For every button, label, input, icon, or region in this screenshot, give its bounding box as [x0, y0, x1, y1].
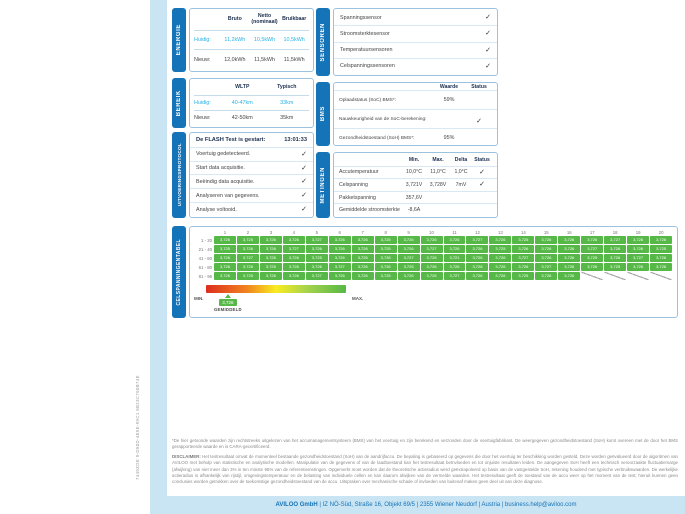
bereik-col-wltp: WLTP — [235, 84, 250, 91]
cell-empty — [627, 272, 649, 280]
cell-col-header: 19 — [635, 230, 641, 235]
cell-voltage: 3,726 — [512, 245, 534, 253]
cell-voltage: 3,726 — [398, 245, 420, 253]
average-label: GEMIDDELD — [214, 307, 242, 312]
cell-voltage: 3,727 — [329, 263, 351, 271]
cell-voltage: 3,725 — [375, 245, 397, 253]
cell-voltage: 3,726 — [329, 272, 351, 280]
cell-col-header: 12 — [475, 230, 480, 235]
energie-col-bruto: Bruto — [227, 16, 242, 23]
cell-voltage: 3,726 — [535, 236, 557, 244]
cell-voltage: 3,726 — [375, 263, 397, 271]
cell-voltage: 3,726 — [489, 263, 511, 271]
energie-nieuw-bruikbaar: 11,5kWh — [283, 56, 305, 63]
cell-col-header: 15 — [543, 230, 549, 235]
bereik-header-row — [194, 81, 309, 96]
bereik-section — [172, 78, 314, 128]
check-icon: ✓ — [479, 168, 485, 176]
metingen-label: Celspanning — [339, 181, 368, 188]
cell-voltage: 3,726 — [466, 272, 488, 280]
cell-voltage: 3,725 — [512, 272, 534, 280]
cell-col-header: 1 — [223, 230, 227, 235]
cell-empty — [650, 272, 672, 280]
cell-voltage: 3,726 — [283, 263, 305, 271]
metingen-col-delta: Delta — [454, 156, 468, 163]
energie-tab-label: ENERGIE — [176, 24, 182, 56]
cell-voltage: 3,726 — [466, 254, 488, 262]
cell-col-header: 6 — [338, 230, 341, 235]
cell-col-header: 16 — [566, 230, 572, 235]
step-label: Analyseren van gegevens. — [196, 192, 260, 199]
side-accent-strip — [150, 0, 167, 514]
step-label: Start data acquisitie. — [196, 165, 245, 172]
cell-empty — [581, 272, 603, 280]
cell-voltage: 3,726 — [489, 254, 511, 262]
metingen-max: 3,728V — [429, 181, 447, 188]
bereik-tab — [172, 78, 186, 128]
legend-min-label: MIN. — [194, 296, 204, 301]
cell-voltage: 3,727 — [466, 236, 488, 244]
row-label: Huidig: — [194, 37, 211, 43]
cell-voltage: 3,726 — [421, 263, 443, 271]
cell-voltage: 3,726 — [306, 245, 328, 253]
check-icon: ✓ — [485, 62, 491, 70]
bms-tab-label: BMS — [320, 106, 326, 122]
bereik-col-typisch: Typisch — [277, 84, 297, 91]
check-icon: ✓ — [485, 46, 491, 54]
cell-voltage: 3,726 — [444, 263, 466, 271]
cell-voltage: 3,726 — [398, 272, 420, 280]
sensor-row — [334, 26, 497, 42]
cell-grid-row — [194, 263, 673, 271]
cell-voltage: 3,726 — [581, 236, 603, 244]
cell-voltage: 3,725 — [398, 263, 420, 271]
footer-address: | IZ NÖ-Süd, Straße 16, Objekt 69/5 | 2355 Wiener Neudorf | Austria | business.help@aviloo.com — [317, 502, 577, 508]
cell-voltage: 3,727 — [444, 272, 466, 280]
cell-voltage: 3,726 — [237, 263, 259, 271]
bms-row — [334, 129, 497, 146]
cell-voltage-grid — [194, 230, 673, 281]
cell-row-label: 41 - 60 — [198, 255, 212, 261]
step-label: Voertuig gedetecteerd. — [196, 151, 251, 158]
energie-col-netto: Netto (nominaal) — [251, 13, 278, 26]
cell-col-header: 7 — [361, 230, 364, 235]
cell-voltage: 3,726 — [558, 272, 580, 280]
cell-voltage: 3,725 — [375, 272, 397, 280]
metingen-box — [333, 152, 498, 218]
bereik-huidig-wltp: 40-47km — [231, 100, 253, 106]
cell-voltage: 3,725 — [306, 254, 328, 262]
metingen-tab-label: METINGEN — [320, 166, 326, 204]
sensoren-tab — [316, 8, 330, 76]
metingen-section — [316, 152, 498, 218]
bms-value: 95% — [443, 135, 455, 141]
metingen-value: -8,6A — [407, 207, 421, 214]
cell-voltage: 3,726 — [558, 254, 580, 262]
bms-label: Oplaadstatus (SoC) BMS*: — [339, 97, 397, 103]
check-icon: ✓ — [485, 30, 491, 38]
cell-grid-row — [194, 272, 673, 280]
average-marker — [214, 294, 242, 312]
metingen-row — [334, 204, 497, 216]
cell-row-label: 21 - 40 — [198, 246, 212, 252]
bereik-box — [189, 78, 314, 128]
triangle-up-icon — [225, 294, 231, 298]
cell-col-header: 4 — [292, 230, 296, 235]
energie-header-row — [194, 11, 309, 31]
energie-nieuw-bruto: 12,0kWh — [224, 56, 246, 63]
metingen-col-min: Min. — [408, 156, 420, 163]
cell-voltage-tab-label: CELSPANNINGENTABEL — [176, 238, 182, 306]
energie-huidig-bruto: 11,2kWh — [224, 37, 246, 43]
cell-voltage: 3,726 — [535, 254, 557, 262]
cell-voltage: 3,726 — [352, 254, 374, 262]
bms-row — [334, 110, 497, 129]
sensoren-tab-label: SENSOREN — [320, 22, 326, 62]
cell-voltage: 3,727 — [306, 272, 328, 280]
metingen-max: 11,0°C — [430, 169, 446, 176]
check-icon: ✓ — [485, 14, 491, 22]
bms-header-row — [334, 84, 497, 91]
cell-col-header: 8 — [384, 230, 387, 235]
cell-voltage: 3,726 — [283, 254, 305, 262]
cell-voltage: 3,726 — [214, 236, 236, 244]
cell-voltage: 3,726 — [214, 254, 236, 262]
cell-voltage: 3,726 — [306, 263, 328, 271]
row-label: Nieuw: — [194, 115, 211, 121]
cell-voltage: 3,726 — [558, 236, 580, 244]
cell-col-header: 11 — [452, 230, 457, 235]
metingen-delta: 1,0°C — [454, 169, 468, 176]
metingen-min: 3,721V — [405, 181, 423, 188]
metingen-col-max: Max. — [432, 156, 444, 163]
cell-voltage: 3,726 — [283, 236, 305, 244]
protocol-step — [190, 175, 313, 189]
cell-voltage: 3,726 — [329, 254, 351, 262]
disclaimer-body: Het testresultaat omvat de momenteel bestaande gezondheidstoestand (SoH) van de aandrijfaccu. De bepaling is gebaseerd op gegevens die door het voertuig ter beschikking worden gesteld. Deze worden geëvalueerd door de algoritmen van AVILOO met behulp van statistische en analytische modellen. Manipulatie van de gegevens of van de laadtoestand kan het testresultaat beïnvloeden en tot onjuiste resultaten leiden. De aangegeven SoH heeft een technisch veroorzaakte fluctuatiemarge (afwijking) van niet meer dan 3% in ten minste 95% van de referentiemetingen. Opgemerkt moet worden dat de theoretische actieradius werd geëxtrapoleerd op basis van de vastgestelde SoH, rekening houdend met typische verbruikswaarden. De werkelijke actieradius is afhankelijk van rijstijl, omgevingstemperatuur en de belasting van individuele cellen en kan daarom afwijken van de vermelde waarden. Het testresultaat geeft de toestand van de accu weer op het moment van de test; hieruit kunnen geen conclusies worden getrokken over de toekomstige gezondheidstoestand van de accu. Uitspraken over mechanische schade of invloeden van buitenaf maken geen deel uit van deze diagnose. — [172, 453, 678, 485]
spacer — [194, 230, 214, 235]
metingen-header-row — [334, 154, 497, 167]
cell-voltage: 3,725 — [260, 263, 282, 271]
sensor-row — [334, 10, 497, 26]
bms-box — [333, 82, 498, 146]
voltage-legend — [194, 285, 673, 315]
metingen-value: 357,6V — [405, 194, 423, 201]
average-value: 3,726 — [219, 299, 236, 306]
cell-voltage: 3,726 — [650, 263, 672, 271]
cell-voltage: 3,726 — [260, 254, 282, 262]
cell-voltage-box — [189, 226, 678, 318]
sensoren-section — [316, 8, 498, 76]
cell-voltage: 3,726 — [237, 245, 259, 253]
cell-col-header: 18 — [612, 230, 618, 235]
bms-label: Nauwkeurigheid van de SoC-berekening: — [339, 116, 427, 122]
row-label: Huidig: — [194, 100, 211, 106]
cell-row-label: 1 - 20 — [201, 237, 212, 243]
step-label: Analyse voltooid. — [196, 206, 237, 213]
bms-label: Gezondheidstoestand (SoH) BMS*: — [339, 135, 415, 141]
bereik-nieuw-typisch: 35km — [280, 115, 294, 121]
footer-company: AVILOO GmbH — [275, 502, 318, 508]
cell-voltage: 3,726 — [627, 263, 649, 271]
cell-voltage: 3,726 — [489, 236, 511, 244]
cell-voltage: 3,725 — [214, 245, 236, 253]
bereik-huidig-typisch: 33km — [280, 100, 294, 106]
cell-voltage-section — [172, 226, 678, 318]
protocol-step — [190, 203, 313, 216]
check-icon: ✓ — [301, 164, 307, 172]
cell-voltage: 3,726 — [535, 245, 557, 253]
cell-voltage: 3,726 — [260, 245, 282, 253]
protocol-start-time: 13:01:33 — [284, 137, 307, 144]
bms-tab — [316, 82, 330, 146]
cell-voltage: 3,727 — [535, 263, 557, 271]
disclaimer-label: DISCLAIMER: — [172, 453, 203, 459]
energie-row-huidig — [194, 31, 309, 51]
cell-voltage: 3,726 — [260, 236, 282, 244]
notes-block — [172, 438, 678, 486]
cell-voltage: 3,726 — [329, 236, 351, 244]
sensor-label: Celspanningssensoren — [340, 63, 395, 70]
cell-voltage: 3,727 — [512, 254, 534, 262]
protocol-tab-label: UITVOERINGSPROTOCOL — [176, 143, 182, 207]
metingen-label: Pakketspanning — [339, 194, 376, 201]
sensor-row — [334, 43, 497, 59]
bereik-nieuw-wltp: 42-50km — [231, 115, 253, 121]
protocol-start-label: De FLASH Test is gestart: — [196, 137, 266, 144]
energie-nieuw-netto: 11,5kWh — [254, 56, 275, 63]
protocol-tab — [172, 132, 186, 218]
cell-voltage: 3,726 — [329, 245, 351, 253]
check-icon: ✓ — [301, 206, 307, 214]
cell-voltage: 3,726 — [627, 245, 649, 253]
bereik-row-nieuw — [194, 111, 309, 125]
cell-voltage: 3,726 — [421, 272, 443, 280]
cell-voltage: 3,727 — [398, 254, 420, 262]
cell-voltage: 3,726 — [352, 272, 374, 280]
metingen-row — [334, 192, 497, 205]
row-label: Nieuw: — [194, 56, 211, 63]
cell-voltage: 3,726 — [627, 236, 649, 244]
cell-grid-row — [194, 245, 673, 253]
check-icon: ✓ — [301, 178, 307, 186]
cell-voltage: 3,727 — [421, 245, 443, 253]
cell-voltage: 3,726 — [444, 245, 466, 253]
cell-voltage: 3,726 — [581, 263, 603, 271]
check-icon: ✓ — [479, 181, 485, 189]
cell-row-label: 61 - 80 — [198, 264, 212, 270]
metingen-min: 10,0°C — [406, 169, 422, 176]
sensoren-box — [333, 8, 498, 76]
cell-col-header: 17 — [589, 230, 595, 235]
legend-max-label: MAX. — [352, 296, 364, 301]
cell-col-header: 20 — [658, 230, 664, 235]
metingen-delta: 7mV — [455, 181, 467, 188]
cell-voltage: 3,727 — [306, 236, 328, 244]
bereik-row-huidig — [194, 96, 309, 111]
cell-row-label: 81 - 96 — [198, 273, 212, 279]
cell-voltage: 3,725 — [237, 236, 259, 244]
protocol-section — [172, 132, 314, 218]
cell-voltage: 3,727 — [627, 254, 649, 262]
cell-grid-header-row — [194, 230, 673, 235]
protocol-header-row — [190, 134, 313, 148]
footer-text — [275, 502, 576, 508]
energie-col-bruikbaar: Bruikbaar — [282, 16, 307, 23]
protocol-box — [189, 132, 314, 218]
check-icon: ✓ — [301, 192, 307, 200]
metingen-row — [334, 179, 497, 192]
cell-voltage: 3,728 — [466, 263, 488, 271]
cell-col-header: 9 — [407, 230, 410, 235]
metingen-tab — [316, 152, 330, 218]
cell-voltage: 3,726 — [421, 236, 443, 244]
footer-bar — [167, 496, 685, 514]
sensor-row — [334, 59, 497, 74]
bms-row — [334, 91, 497, 110]
cell-voltage: 3,726 — [214, 272, 236, 280]
cell-voltage: 3,726 — [398, 236, 420, 244]
report-serial-number: 7449ZOE 9-D50D-4E9E-99C1 6B23C760B74E — [135, 375, 140, 480]
step-label: Beëindig data acquisitie. — [196, 178, 255, 185]
cell-voltage: 3,726 — [489, 272, 511, 280]
sensor-label: Spanningssensor — [340, 14, 382, 21]
cell-voltage: 3,725 — [512, 236, 534, 244]
check-icon: ✓ — [476, 118, 482, 125]
cell-voltage: 3,725 — [237, 272, 259, 280]
cell-voltage: 3,726 — [604, 245, 626, 253]
protocol-step — [190, 189, 313, 203]
cell-voltage: 3,726 — [466, 245, 488, 253]
cell-voltage-tab — [172, 226, 186, 318]
bms-col-status: Status — [471, 84, 487, 90]
cell-voltage: 3,725 — [581, 254, 603, 262]
metingen-label: Gemiddelde stroomsterkte — [339, 207, 400, 214]
cell-empty — [604, 272, 626, 280]
voltage-gradient-scale — [206, 285, 346, 293]
cell-voltage: 3,726 — [650, 236, 672, 244]
metingen-row — [334, 167, 497, 180]
cell-voltage: 3,726 — [444, 236, 466, 244]
cell-voltage: 3,727 — [237, 254, 259, 262]
cell-voltage: 3,727 — [604, 236, 626, 244]
cell-voltage: 3,725 — [489, 245, 511, 253]
bms-section — [316, 82, 498, 146]
cell-voltage: 3,727 — [283, 245, 305, 253]
cell-col-header: 3 — [269, 230, 273, 235]
cell-voltage: 3,726 — [352, 263, 374, 271]
cell-voltage: 3,726 — [421, 254, 443, 262]
sensor-label: Stroomsterktesensor — [340, 30, 390, 37]
cell-voltage: 3,725 — [375, 236, 397, 244]
cell-col-header: 13 — [498, 230, 503, 235]
bms-value: 59% — [443, 97, 455, 103]
cell-voltage: 3,726 — [535, 272, 557, 280]
bereik-tab-label: BEREIK — [176, 89, 182, 117]
cell-voltage: 3,726 — [260, 272, 282, 280]
energie-huidig-bruikbaar: 10,5kWh — [283, 37, 305, 43]
cell-voltage: 3,727 — [581, 245, 603, 253]
energie-section — [172, 8, 314, 72]
cell-col-header: 2 — [246, 230, 250, 235]
bms-col-waarde: Waarde — [439, 84, 459, 90]
cell-voltage: 3,726 — [512, 263, 534, 271]
metingen-col-status: Status — [474, 156, 490, 163]
cell-voltage: 3,726 — [214, 263, 236, 271]
cell-voltage: 3,726 — [283, 272, 305, 280]
cell-grid-row — [194, 236, 673, 244]
cell-col-header: 10 — [429, 230, 434, 235]
cell-voltage: 3,726 — [558, 245, 580, 253]
cell-col-header: 14 — [520, 230, 526, 235]
disclaimer-text — [172, 454, 678, 486]
cell-voltage: 3,725 — [650, 245, 672, 253]
cell-grid-row — [194, 254, 673, 262]
cell-voltage: 3,726 — [650, 254, 672, 262]
energie-box — [189, 8, 314, 72]
metingen-label: Accutemperatuur — [339, 169, 379, 176]
protocol-step — [190, 162, 313, 176]
check-icon: ✓ — [301, 150, 307, 158]
protocol-step — [190, 148, 313, 162]
energie-huidig-netto: 10,5kWh — [253, 37, 276, 43]
energie-row-nieuw — [194, 50, 309, 69]
cell-voltage: 3,726 — [352, 236, 374, 244]
cell-voltage: 3,726 — [352, 245, 374, 253]
bms-footnote: *De hier getoonde waarden zijn rechtstreeks uitgelezen van het accumanagementsysteem (BMS) van het voertuig en zijn berekend en verzonden door de voertuigfabrikant. De weergegeven gezondheidstoestand (SoH) komt overeen met de door het BMS gerapporteerde waarde en is CARA-gecertificeerd. — [172, 438, 678, 450]
sensor-label: Temperatuursensoren — [340, 47, 393, 54]
energie-tab — [172, 8, 186, 72]
cell-col-header: 5 — [315, 230, 318, 235]
cell-voltage: 3,726 — [558, 263, 580, 271]
cell-voltage: 3,726 — [375, 254, 397, 262]
cell-voltage: 3,726 — [604, 254, 626, 262]
cell-voltage: 3,725 — [604, 263, 626, 271]
cell-voltage: 3,721 — [444, 254, 466, 262]
